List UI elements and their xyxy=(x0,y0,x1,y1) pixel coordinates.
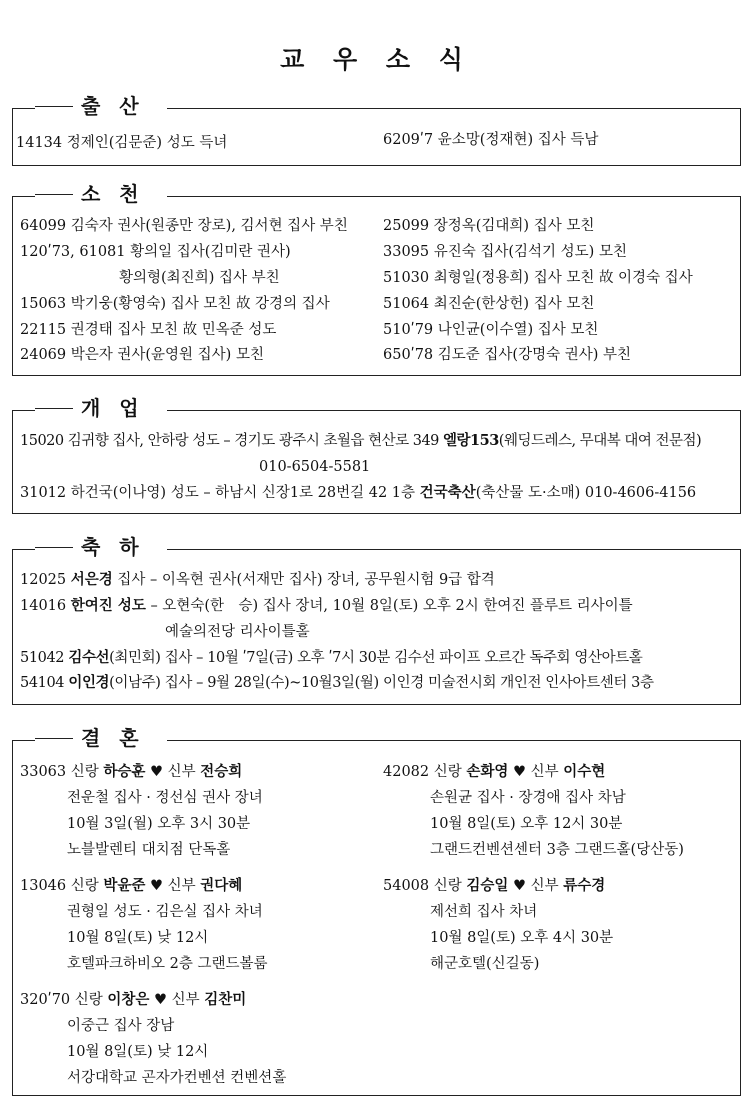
bride-label: 신부 xyxy=(171,992,205,1008)
business-section xyxy=(12,396,741,514)
congrats-heading: 축 하 xyxy=(35,534,167,560)
groom-label: 신랑 xyxy=(70,764,104,780)
congrats-section xyxy=(12,535,741,705)
death-section xyxy=(12,182,741,376)
death-entry: 15063 박기웅(황영숙) 집사 모친 故 강경의 집사 xyxy=(20,296,330,312)
business-entry-text: 15020 김귀향 집사, 안하랑 성도 – 경기도 광주시 초월읍 현산로 349 xyxy=(20,433,444,449)
wedding-venue: 노블발렌티 대치점 단독홀 xyxy=(67,842,231,858)
heart-icon: ♥ xyxy=(145,878,168,894)
birth-entry: 6209ʹ7 윤소망(정재현) 집사 득남 xyxy=(383,132,599,148)
entry-text: – 오현숙(한 승) 집사 장녀, 10월 8일(토) 오후 2시 한여진 플루트 리사이틀 xyxy=(145,598,633,614)
wedding-parents: 권형일 성도 · 김은실 집사 차녀 xyxy=(67,904,263,920)
wedding-time: 10월 3일(월) 오후 3시 30분 xyxy=(67,816,251,832)
wedding-heading: 결 혼 xyxy=(35,725,167,751)
entry-id: 54104 xyxy=(20,675,69,691)
death-entry: 64099 김숙자 권사(원종만 장로), 김서현 집사 부친 xyxy=(20,218,348,234)
groom-label: 신랑 xyxy=(74,992,108,1008)
entry-id: 320ʹ70 xyxy=(20,992,75,1008)
bride-name: 전승희 xyxy=(200,763,243,780)
business-entry-text: (웨딩드레스, 무대복 대여 전문점) xyxy=(498,433,702,449)
groom-name: 이창은 xyxy=(107,991,150,1008)
entry-id: 42082 xyxy=(383,764,434,780)
birth-heading: 출 산 xyxy=(35,93,167,119)
wedding-parents: 손원균 집사 · 장경애 집사 차남 xyxy=(430,790,626,806)
death-entry: 510ʹ79 나인균(이수열) 집사 모친 xyxy=(383,322,599,338)
bride-name: 김찬미 xyxy=(204,991,247,1008)
heart-icon: ♥ xyxy=(508,764,531,780)
wedding-couple xyxy=(383,877,605,895)
groom-label: 신랑 xyxy=(433,878,467,894)
heart-icon: ♥ xyxy=(145,764,168,780)
entry-id: 12025 xyxy=(20,572,71,588)
groom-name: 손화영 xyxy=(466,763,509,780)
birth-entry: 14134 정제인(김문준) 성도 득녀 xyxy=(16,135,228,151)
bride-name: 류수경 xyxy=(563,877,606,894)
death-entry: 22115 권경태 집사 모친 故 민옥준 성도 xyxy=(20,322,277,338)
bride-name: 이수현 xyxy=(563,763,606,780)
death-entry: 25099 장정옥(김대희) 집사 모친 xyxy=(383,218,595,234)
congrats-entry xyxy=(20,649,642,667)
wedding-parents: 이중근 집사 장남 xyxy=(67,1018,175,1034)
business-heading: 개 업 xyxy=(35,395,167,421)
death-heading: 소 천 xyxy=(35,181,167,207)
birth-section xyxy=(12,94,741,166)
entry-id: 13046 xyxy=(20,878,71,894)
page-title: 교 우 소 식 xyxy=(280,45,473,74)
wedding-couple xyxy=(20,991,246,1009)
wedding-venue: 호텔파크하비오 2층 그랜드볼룸 xyxy=(67,956,268,972)
congrats-entry xyxy=(20,674,654,692)
wedding-couple xyxy=(383,763,605,781)
entry-text: (이남주) 집사 – 9월 28일(수)~10월3일(월) 이인경 미술전시회 개인전 인사아트센터 3층 xyxy=(109,675,654,691)
entry-text: (최민회) 집사 – 10월 ʹ7일(금) 오후 ʹ7시 30분 김수선 파이프 오르간 독주회 영산아트홀 xyxy=(109,650,643,666)
business-name: 건국축산 xyxy=(419,484,476,501)
death-entry: 황의형(최진희) 집사 부친 xyxy=(119,270,280,286)
entry-id: 14016 xyxy=(20,598,71,614)
death-entry: 51064 최진순(한상헌) 집사 모친 xyxy=(383,296,595,312)
entry-id: 54008 xyxy=(383,878,434,894)
wedding-venue: 서강대학교 곤자가컨벤션 컨벤션홀 xyxy=(67,1070,287,1086)
wedding-parents: 전운철 집사 · 정선심 권사 장녀 xyxy=(67,790,263,806)
entry-text: 집사 – 이옥현 권사(서재만 집사) 장녀, 공무원시험 9급 합격 xyxy=(112,572,495,588)
entry-id: 33063 xyxy=(20,764,71,780)
groom-label: 신랑 xyxy=(70,878,104,894)
death-entry: 33095 유진숙 집사(김석기 성도) 모친 xyxy=(383,244,627,260)
person-name: 한여진 성도 xyxy=(70,597,146,614)
wedding-parents: 제선희 집사 차녀 xyxy=(430,904,538,920)
wedding-time: 10월 8일(토) 오후 4시 30분 xyxy=(430,930,614,946)
death-entry: 24069 박은자 권사(윤영원 집사) 모친 xyxy=(20,347,264,363)
business-entry-text: (축산물 도·소매) 010-4606-4156 xyxy=(475,485,697,501)
wedding-time: 10월 8일(토) 낮 12시 xyxy=(67,1044,209,1060)
groom-label: 신랑 xyxy=(433,764,467,780)
business-phone: 010-6504-5581 xyxy=(259,459,371,475)
bride-label: 신부 xyxy=(530,764,564,780)
death-entry: 120ʹ73, 61081 황의일 집사(김미란 권사) xyxy=(20,244,291,260)
wedding-time: 10월 8일(토) 낮 12시 xyxy=(67,930,209,946)
congrats-entry-continued: 예술의전당 리사이틀홀 xyxy=(165,624,310,640)
wedding-venue: 해군호텔(신길동) xyxy=(430,956,540,972)
congrats-entry xyxy=(20,597,633,615)
business-entry xyxy=(20,432,701,450)
entry-id: 51042 xyxy=(20,650,69,666)
wedding-couple xyxy=(20,763,242,781)
groom-name: 김승일 xyxy=(466,877,509,894)
bride-label: 신부 xyxy=(167,878,201,894)
groom-name: 하승훈 xyxy=(103,763,146,780)
wedding-couple xyxy=(20,877,242,895)
heart-icon: ♥ xyxy=(149,992,172,1008)
death-entry: 650ʹ78 김도준 집사(강명숙 권사) 부친 xyxy=(383,347,631,363)
bride-label: 신부 xyxy=(167,764,201,780)
death-entry: 51030 최형일(정용희) 집사 모친 故 이경숙 집사 xyxy=(383,270,693,286)
congrats-entry xyxy=(20,571,495,589)
person-name: 서은경 xyxy=(70,571,113,588)
wedding-section xyxy=(12,726,741,1096)
wedding-venue: 그랜드컨벤션센터 3층 그랜드홀(당산동) xyxy=(430,842,684,858)
person-name: 김수선 xyxy=(68,649,110,666)
person-name: 이인경 xyxy=(68,674,110,691)
business-entry-text: 31012 하건국(이나영) 성도 – 하남시 신장1로 28번길 42 1층 xyxy=(20,485,420,501)
bride-label: 신부 xyxy=(530,878,564,894)
bride-name: 권다혜 xyxy=(200,877,243,894)
heart-icon: ♥ xyxy=(508,878,531,894)
wedding-time: 10월 8일(토) 오후 12시 30분 xyxy=(430,816,623,832)
business-entry xyxy=(20,484,696,502)
groom-name: 박윤준 xyxy=(103,877,146,894)
business-name: 엘랑153 xyxy=(443,432,499,449)
